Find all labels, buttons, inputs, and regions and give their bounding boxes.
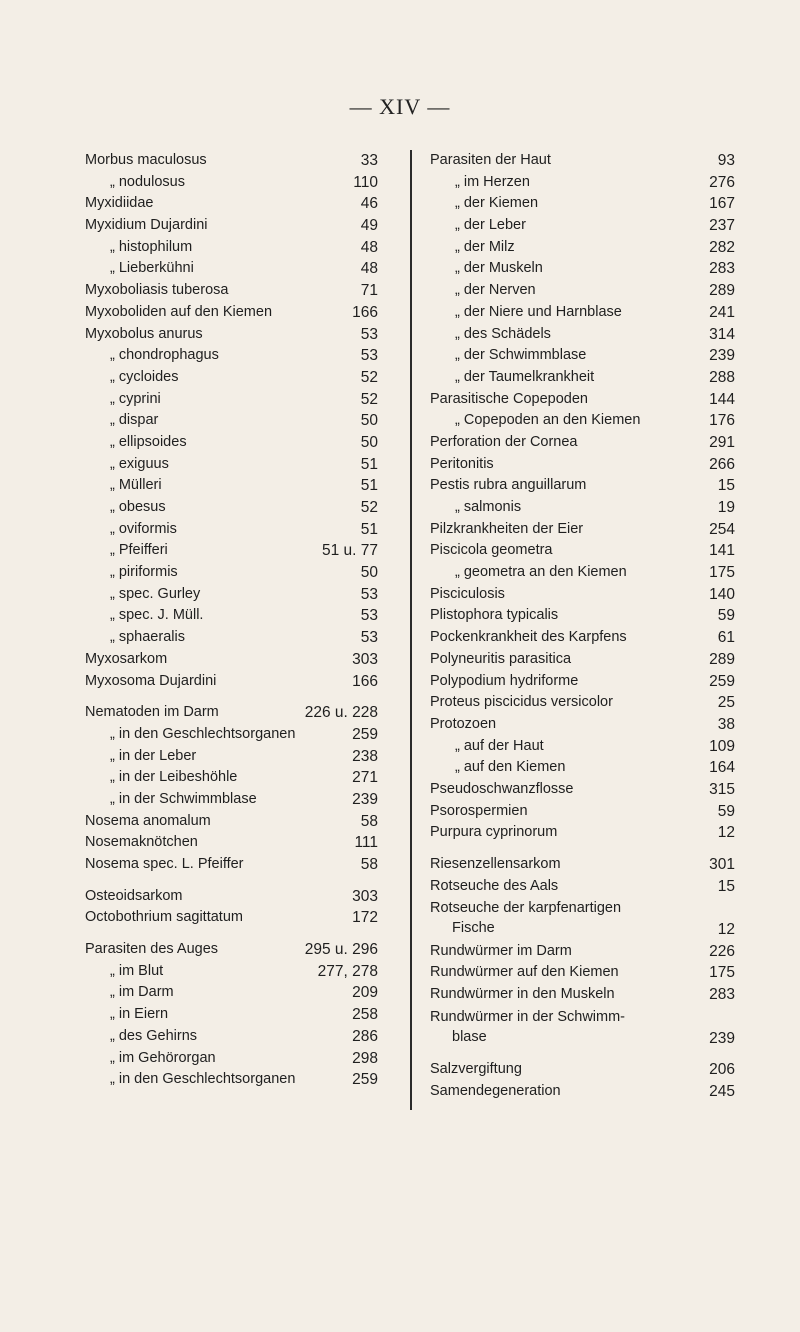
index-entry	[430, 389, 735, 411]
index-term: Pilzkrankheiten der Eier	[430, 520, 584, 537]
index-entry	[85, 961, 378, 983]
index-term: „ der Kiemen	[455, 195, 539, 212]
index-page-ref: 71	[360, 282, 378, 300]
index-entry	[430, 562, 735, 584]
index-term	[430, 1006, 709, 1047]
index-page-ref: 258	[352, 1006, 378, 1024]
index-term: „ cyprini	[110, 390, 161, 407]
index-term: „ im Blut	[110, 962, 164, 979]
index-entry	[85, 907, 378, 929]
index-entry	[85, 302, 378, 324]
index-entry	[85, 562, 378, 584]
index-term: „ geometra an den Kiemen	[455, 564, 627, 581]
index-page-ref: 172	[352, 909, 378, 927]
index-page-ref: 259	[352, 725, 378, 743]
index-term: „ der Taumelkrankheit	[455, 368, 595, 385]
index-page-ref: 283	[709, 260, 735, 278]
index-term: „ cycloides	[110, 368, 179, 385]
index-entry	[430, 962, 735, 984]
index-term: „ dispar	[110, 412, 159, 429]
index-entry	[430, 649, 735, 671]
index-page-ref: 303	[352, 887, 378, 905]
index-page-ref: 25	[717, 694, 735, 712]
index-entry	[430, 540, 735, 562]
index-term: Octobothrium sagittatum	[85, 909, 243, 926]
index-entry	[85, 389, 378, 411]
index-page-ref: 93	[717, 152, 735, 169]
index-entry	[85, 746, 378, 768]
index-entry	[85, 519, 378, 541]
index-page-ref: 226 u. 228	[304, 704, 378, 722]
index-entry	[430, 822, 735, 844]
index-entry	[85, 811, 378, 833]
index-page-ref: 295 u. 296	[304, 941, 378, 959]
index-page-ref: 141	[709, 542, 735, 560]
index-term: „ piriformis	[110, 564, 178, 581]
index-page-ref: 206	[709, 1061, 735, 1079]
index-entry	[430, 345, 735, 367]
index-term: „ auf den Kiemen	[455, 759, 566, 776]
index-term	[430, 897, 718, 938]
index-entry	[430, 984, 735, 1006]
index-entry	[85, 237, 378, 259]
index-entry	[85, 432, 378, 454]
index-entry	[430, 736, 735, 758]
index-term: „ des Schädels	[455, 325, 551, 342]
index-entry	[85, 410, 378, 432]
index-entry	[85, 854, 378, 876]
section-gap	[430, 1049, 735, 1059]
index-page-ref: 298	[352, 1049, 378, 1067]
index-entry	[430, 193, 735, 215]
index-page-ref: 239	[709, 347, 735, 365]
index-term: Nematoden im Darm	[85, 704, 219, 721]
index-page-ref: 53	[360, 347, 378, 365]
index-entry	[85, 324, 378, 346]
index-term: „ chondrophagus	[110, 347, 219, 364]
page-number: — XIV —	[349, 94, 451, 119]
index-term: „ sphaeralis	[110, 629, 185, 646]
index-entry	[430, 215, 735, 237]
index-page-ref: 239	[352, 790, 378, 808]
index-term: Myxoboliden auf den Kiemen	[85, 303, 273, 320]
index-page-ref: 48	[360, 238, 378, 256]
index-term: Salzvergiftung	[430, 1061, 522, 1078]
index-term: Rotseuche des Aals	[430, 877, 559, 894]
index-page-ref: 166	[352, 672, 378, 690]
index-page-ref: 46	[360, 195, 378, 213]
index-entry	[430, 584, 735, 606]
index-entry	[85, 767, 378, 789]
index-entry	[85, 193, 378, 215]
index-page-ref: 241	[709, 303, 735, 321]
index-entry	[430, 367, 735, 389]
index-entry	[430, 172, 735, 194]
index-term: „ Copepoden an den Kiemen	[455, 412, 641, 429]
index-entry	[85, 475, 378, 497]
index-term: Parasiten des Auges	[85, 941, 219, 958]
index-entry	[430, 280, 735, 302]
index-term: Pseudoschwanzflosse	[430, 780, 574, 797]
section-gap	[85, 692, 378, 702]
index-page-ref: 19	[717, 499, 735, 516]
index-term: Parasiten der Haut	[430, 152, 551, 168]
index-term: „ ellipsoides	[110, 433, 187, 450]
index-page-ref: 48	[360, 260, 378, 278]
index-entry	[430, 1081, 735, 1103]
index-page-ref: 209	[352, 984, 378, 1002]
index-page-ref: 314	[709, 325, 735, 343]
index-term: „ Pfeifferi	[110, 542, 168, 559]
index-term: Proteus piscicidus versicolor	[430, 694, 613, 711]
index-page-ref: 12	[717, 824, 735, 842]
index-entry	[85, 982, 378, 1004]
index-entry	[430, 779, 735, 801]
index-term: „ histophilum	[110, 238, 193, 255]
index-entry	[85, 280, 378, 302]
index-column-left	[85, 150, 378, 1091]
index-term: „ des Gehirns	[110, 1027, 198, 1044]
index-term: Nosema spec. L. Pfeiffer	[85, 856, 244, 872]
index-term: „ Lieberkühni	[110, 260, 194, 277]
index-term: „ nodulosus	[110, 173, 185, 190]
index-page-ref: 271	[352, 769, 378, 787]
index-entry	[430, 150, 735, 172]
index-entry	[85, 702, 378, 724]
index-entry	[430, 237, 735, 259]
index-term: Pockenkrankheit des Karpfens	[430, 629, 627, 646]
index-entry	[85, 345, 378, 367]
index-term: Purpura cyprinorum	[430, 824, 558, 841]
index-term: Riesenzellensarkom	[430, 856, 561, 872]
index-entry	[430, 757, 735, 779]
index-column-right	[430, 150, 735, 1103]
index-page-ref: 167	[709, 195, 735, 213]
index-entry	[85, 540, 378, 562]
index-term: „ Mülleri	[110, 477, 162, 494]
index-term: Perforation der Cornea	[430, 433, 578, 450]
index-page-ref: 315	[709, 780, 735, 798]
index-page-ref: 59	[717, 607, 735, 625]
index-page-ref: 245	[709, 1082, 735, 1100]
index-entry	[85, 584, 378, 606]
index-term: Peritonitis	[430, 455, 494, 472]
index-entry	[430, 692, 735, 714]
index-term: Myxoboliasis tuberosa	[85, 282, 229, 299]
index-entry	[85, 497, 378, 519]
index-page-ref: 53	[360, 585, 378, 603]
index-entry	[430, 876, 735, 898]
index-term: Piscicola geometra	[430, 542, 553, 559]
index-page-ref: 259	[352, 1071, 378, 1089]
index-entry	[430, 324, 735, 346]
index-term: „ in der Leibeshöhle	[110, 769, 238, 786]
section-gap	[85, 876, 378, 886]
index-page-ref: 266	[709, 455, 735, 473]
index-page-ref: 50	[360, 412, 378, 430]
index-page-ref: 303	[352, 650, 378, 668]
index-entry	[85, 605, 378, 627]
index-page-ref: 291	[709, 433, 735, 451]
index-page-ref: 175	[709, 964, 735, 982]
index-entry	[430, 1006, 735, 1049]
index-term: Myxosarkom	[85, 650, 168, 667]
index-term: Myxidiidae	[85, 195, 154, 212]
index-entry	[85, 1069, 378, 1091]
index-page-ref: 33	[360, 152, 378, 169]
index-page-ref: 59	[717, 802, 735, 820]
column-divider	[410, 150, 412, 1110]
index-page-ref: 288	[709, 368, 735, 386]
index-term: Myxosoma Dujardini	[85, 672, 217, 689]
index-entry	[430, 1059, 735, 1081]
index-entry	[85, 1004, 378, 1026]
index-page-ref: 51	[360, 477, 378, 495]
index-term: Pisciculosis	[430, 585, 505, 602]
index-page-ref: 61	[717, 629, 735, 647]
index-entry	[85, 671, 378, 693]
index-term: Plistophora typicalis	[430, 607, 559, 624]
index-entry	[430, 258, 735, 280]
index-page-ref: 289	[709, 282, 735, 300]
index-page-ref: 15	[717, 477, 735, 495]
index-term: „ in den Geschlechtsorganen	[110, 1071, 296, 1088]
index-term: „ oviformis	[110, 520, 177, 537]
index-term: Polypodium hydriforme	[430, 672, 579, 689]
index-page-ref: 52	[360, 368, 378, 386]
index-page-ref: 53	[360, 607, 378, 625]
section-gap	[430, 844, 735, 854]
index-page-ref: 237	[709, 217, 735, 235]
index-entry	[430, 854, 735, 876]
index-term: „ der Nerven	[455, 282, 536, 299]
index-term: „ obesus	[110, 499, 166, 515]
index-entry	[85, 1048, 378, 1070]
index-entry	[85, 627, 378, 649]
index-term: „ in der Leber	[110, 747, 197, 764]
index-page-ref: 140	[709, 585, 735, 603]
index-page-ref: 50	[360, 433, 378, 451]
index-term: „ der Schwimmblase	[455, 347, 587, 364]
index-page-ref: 226	[709, 942, 735, 960]
index-entry	[85, 724, 378, 746]
index-page-ref: 109	[709, 737, 735, 755]
index-term: „ salmonis	[455, 499, 522, 515]
index-term: „ in den Geschlechtsorganen	[110, 725, 296, 742]
index-page-ref: 12	[717, 921, 735, 939]
index-entry	[430, 897, 735, 940]
index-page-ref: 283	[709, 986, 735, 1004]
index-entry	[85, 258, 378, 280]
index-entry	[430, 432, 735, 454]
index-term: „ im Darm	[110, 984, 174, 1001]
index-term: Nosemaknötchen	[85, 834, 198, 851]
index-term: „ spec. Gurley	[110, 585, 201, 602]
index-term: Polyneuritis parasitica	[430, 650, 572, 667]
index-entry	[85, 150, 378, 172]
index-term-line1: Rundwürmer in der Schwimm-	[430, 1008, 625, 1025]
index-term: Myxidium Dujardini	[85, 217, 208, 234]
index-entry	[430, 671, 735, 693]
index-entry	[85, 454, 378, 476]
index-page-ref: 259	[709, 672, 735, 690]
index-page-ref: 58	[360, 812, 378, 830]
index-entry	[430, 497, 735, 519]
index-page-ref: 50	[360, 564, 378, 582]
index-page-ref: 53	[360, 325, 378, 343]
section-gap	[85, 929, 378, 939]
index-entry	[85, 789, 378, 811]
index-page-ref: 52	[360, 390, 378, 408]
index-entry	[430, 302, 735, 324]
index-term: „ in der Schwimmblase	[110, 790, 257, 807]
index-page-ref: 52	[360, 499, 378, 516]
index-term: Samendegeneration	[430, 1082, 561, 1099]
index-page-ref: 289	[709, 650, 735, 668]
index-entry	[430, 605, 735, 627]
index-term: „ der Leber	[455, 217, 526, 234]
index-term-line1: Rotseuche der karpfenartigen	[430, 900, 622, 917]
index-term: Protozoen	[430, 715, 497, 732]
index-entry	[85, 172, 378, 194]
index-entry	[85, 649, 378, 671]
index-entry	[85, 215, 378, 237]
index-entry	[430, 410, 735, 432]
index-page-ref: 282	[709, 238, 735, 256]
index-entry	[85, 1026, 378, 1048]
index-term-line2: Fische	[452, 920, 495, 937]
index-term: „ der Milz	[455, 238, 515, 255]
index-page-ref: 166	[352, 303, 378, 321]
index-entry	[85, 832, 378, 854]
index-term: „ spec. J. Müll.	[110, 607, 204, 624]
index-entry	[430, 714, 735, 736]
index-page-ref: 111	[354, 834, 378, 852]
index-term: „ der Niere und Harnblase	[455, 303, 622, 320]
index-page-ref: 176	[709, 412, 735, 430]
index-page-ref: 254	[709, 520, 735, 538]
index-page-ref: 51	[360, 520, 378, 538]
index-entry	[430, 475, 735, 497]
index-term: Morbus maculosus	[85, 152, 207, 168]
index-entry	[85, 886, 378, 908]
index-page-ref: 144	[709, 390, 735, 408]
index-page-ref: 277, 278	[317, 962, 378, 980]
index-page-ref: 15	[717, 877, 735, 895]
index-entry	[85, 939, 378, 961]
index-term: „ der Muskeln	[455, 260, 543, 277]
index-term: Osteoidsarkom	[85, 887, 183, 904]
index-entry	[430, 454, 735, 476]
index-term: „ im Gehörorgan	[110, 1049, 216, 1066]
index-term: Rundwürmer in den Muskeln	[430, 986, 615, 1003]
index-entry	[430, 519, 735, 541]
index-page-ref: 51 u. 77	[321, 542, 378, 560]
index-term: „ exiguus	[110, 455, 169, 472]
index-term: Rundwürmer im Darm	[430, 942, 572, 959]
index-page-ref: 58	[360, 856, 378, 873]
index-entry	[430, 627, 735, 649]
index-page-ref: 164	[709, 759, 735, 777]
index-entry	[430, 801, 735, 823]
index-page-ref: 286	[352, 1027, 378, 1045]
index-term: Pestis rubra anguillarum	[430, 477, 587, 494]
index-term: Rundwürmer auf den Kiemen	[430, 964, 619, 981]
index-term: Parasitische Copepoden	[430, 390, 588, 407]
index-page-ref: 301	[709, 856, 735, 873]
index-term: „ auf der Haut	[455, 737, 544, 754]
index-term-line2: blase	[452, 1028, 487, 1045]
index-term: Nosema anomalum	[85, 812, 211, 829]
index-entry	[85, 367, 378, 389]
index-term: Myxobolus anurus	[85, 325, 203, 342]
index-page-ref: 53	[360, 629, 378, 647]
index-page-ref: 276	[709, 173, 735, 191]
index-page-ref: 51	[360, 455, 378, 473]
index-page-ref: 238	[352, 747, 378, 765]
index-page-ref: 175	[709, 564, 735, 582]
index-page-ref: 239	[709, 1029, 735, 1047]
index-term: „ im Herzen	[455, 173, 530, 190]
index-page-ref: 110	[353, 173, 378, 191]
index-page-ref: 38	[717, 715, 735, 733]
index-term: „ in Eiern	[110, 1006, 169, 1023]
index-entry	[430, 941, 735, 963]
index-page-ref: 49	[360, 217, 378, 235]
index-term: Psorospermien	[430, 802, 528, 819]
